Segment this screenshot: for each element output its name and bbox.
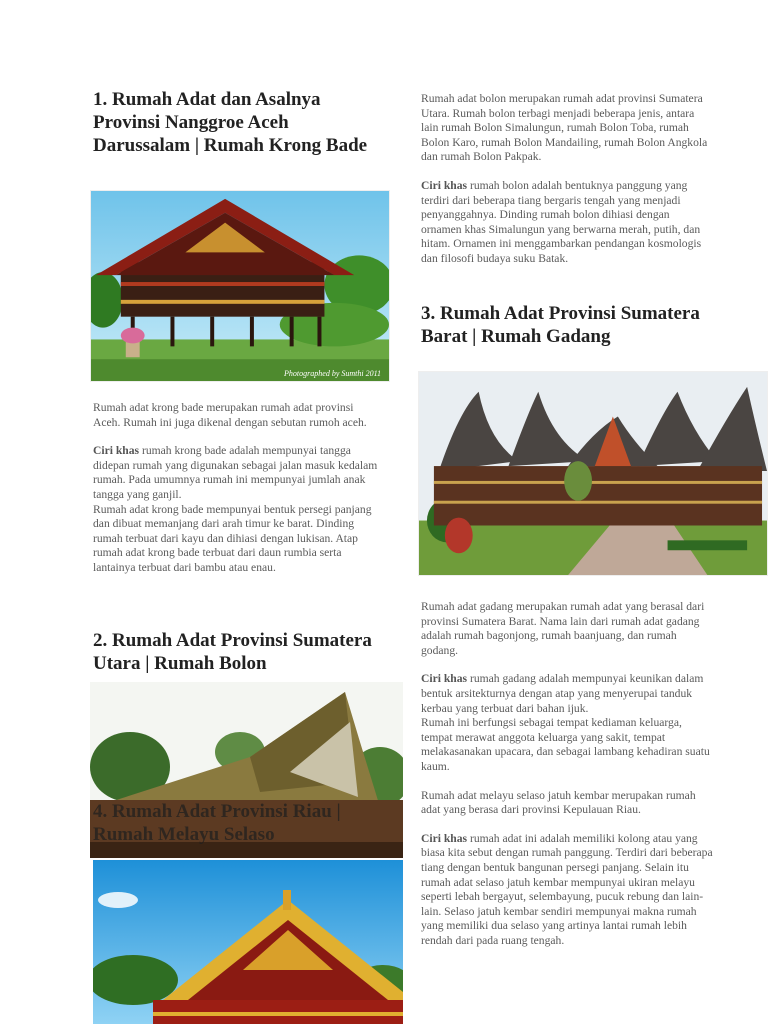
text-ciri-khas: rumah adat ini adalah memiliki kolong atau yang biasa kita sebut dengan rumah panggung. Terdiri dari beberapa tiang dengan bentuk bangunan persegi panjang. Selain itu rumah adat selaso jatuh kembar mempunyai ukiran melayu seperti lebah bergayut, selembayung, pucuk rebung dan lain-lain. Selaso jatuh kembar sendiri mempunyai makna rumah yang memiliki dua selaso yang artinya lantai rumah lebih rendah dari pada ruang tengah. bbox=[421, 831, 713, 947]
heading-section-1: 1. Rumah Adat dan Asalnya Provinsi Nanggroe Aceh Darussalam | Rumah Krong Bade bbox=[93, 89, 368, 156]
paragraph-gadang-ciri bbox=[421, 672, 713, 716]
text-ciri-khas: rumah gadang adalah mempunyai keunikan dalam bentuk arsitekturnya dengan atap yang menyerupai tanduk kerbau yang terbuat dari bahan ijuk. bbox=[421, 672, 704, 715]
paragraph-bolon-ciri bbox=[421, 179, 713, 267]
paragraph-selaso-intro: Rumah adat melayu selaso jatuh kembar merupakan rumah adat yang berasa dari provinsi Kepulauan Riau. bbox=[421, 788, 696, 817]
heading-section-3: 3. Rumah Adat Provinsi Sumatera Barat | Rumah Gadang bbox=[421, 303, 700, 347]
paragraph-bolon-intro: Rumah adat bolon merupakan rumah adat provinsi Sumatera Utara. Rumah bolon terbagi menjadi beberapa jenis, antara lain rumah Bolon Simalungun, rumah Bolon Toba, rumah Bolon Karo, rumah Bolon Mandailing, rumah Bolon Angkola dan rumah Bolon Pakpak. bbox=[421, 92, 708, 164]
photo-rumah-melayu-selaso bbox=[93, 860, 403, 1024]
heading-section-2: 2. Rumah Adat Provinsi Sumatera Utara | Rumah Bolon bbox=[93, 630, 372, 674]
paragraph-gadang-fungsi: Rumah ini berfungsi sebagai tempat kediaman keluarga, tempat merawat anggota keluarga yang sakit, tempat melakasanakan upacara, dan sebagai lambang kehadiran suatu kaum. bbox=[421, 716, 710, 773]
label-ciri-khas: Ciri khas bbox=[421, 672, 468, 686]
label-ciri-khas: Ciri khas bbox=[421, 178, 468, 192]
photo-rumah-gadang bbox=[418, 371, 768, 576]
paragraph-krong-bade-detail: Rumah adat krong bade mempunyai bentuk persegi panjang dan dibuat memanjang dari arah timur ke barat. Dinding rumah terbuat dari kayu dan dihiasi dengan lukisan. Atap rumah adat krong bade terbuat dari daun rumbia serta lantainya terbuat dari bambu atau enau. bbox=[93, 502, 372, 574]
text-ciri-khas: rumah krong bade adalah mempunyai tangga didepan rumah yang digunakan sebagai jalan masuk kedalam rumah. Pada umumnya rumah ini mempunyai jumlah anak tangga yang ganjil. bbox=[93, 444, 378, 501]
photo-credit: Photographed by Sumthi 2011 bbox=[284, 369, 381, 378]
text-ciri-khas: rumah bolon adalah bentuknya panggung yang terdiri dari beberapa tiang bergaris tengah yang menjadi penyanggahnya. Dinding rumah bolon dihiasi dengan ornamen khas Simalungun yang berwarna merah, putih, dan hitam. Ornamen ini menggambarkan pendangan kosmologis dan filosofi budaya suku Batak. bbox=[421, 178, 702, 265]
paragraph-krong-bade-ciri bbox=[93, 444, 383, 502]
paragraph-selaso-ciri bbox=[421, 832, 713, 949]
label-ciri-khas: Ciri khas bbox=[421, 831, 468, 845]
heading-section-4-overlap: 4. Rumah Adat Provinsi Riau | Rumah Melayu Selaso bbox=[93, 801, 341, 845]
paragraph-gadang-intro: Rumah adat gadang merupakan rumah adat yang berasal dari provinsi Sumatera Barat. Nama lain dari rumah adat gadang adalah rumah bagonjong, rumah baanjuang, dan rumah godang. bbox=[421, 600, 705, 657]
label-ciri-khas: Ciri khas bbox=[93, 444, 140, 458]
photo-rumah-krong-bade bbox=[90, 190, 390, 382]
paragraph-krong-bade-intro: Rumah adat krong bade merupakan rumah adat provinsi Aceh. Rumah ini juga dikenal dengan sebutan rumoh aceh. bbox=[93, 401, 367, 429]
